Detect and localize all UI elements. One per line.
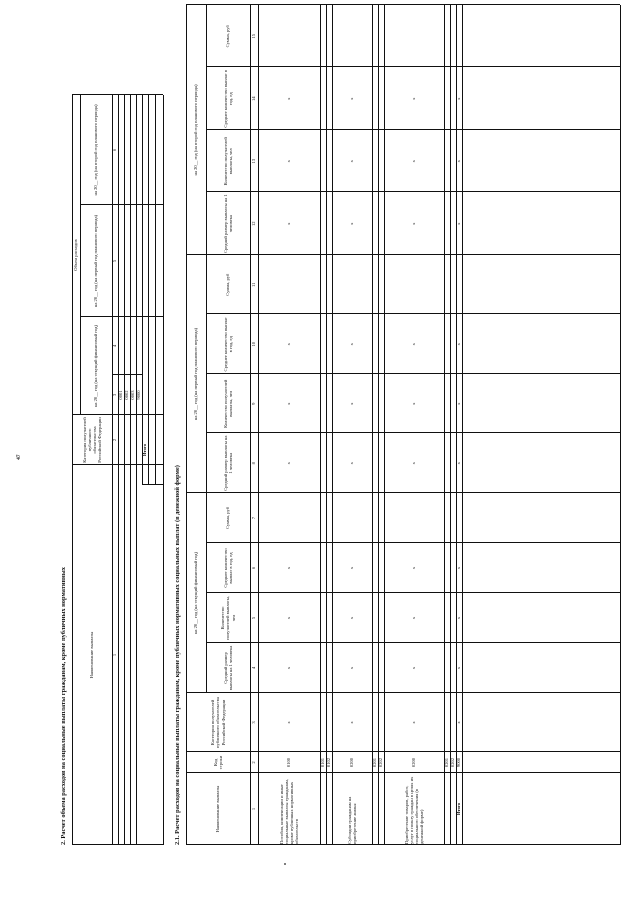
- total-label: Итого: [142, 443, 148, 457]
- row-code: 0001: [118, 390, 124, 400]
- row-code: 0102: [326, 757, 332, 768]
- x-mark: x: [286, 160, 292, 163]
- x-mark: x: [456, 462, 462, 465]
- table-rule: [444, 5, 445, 845]
- header-year-1: на 20__ год (на текущий финансовый год): [93, 324, 99, 408]
- table-rule: [620, 5, 621, 845]
- x-mark: x: [349, 462, 355, 465]
- x-mark: x: [411, 721, 417, 724]
- x-mark: x: [349, 666, 355, 670]
- table-rule: [148, 95, 149, 485]
- column-number: 6: [251, 566, 257, 570]
- x-mark: x: [286, 402, 292, 405]
- x-mark: x: [411, 666, 417, 670]
- row-code: 9000: [136, 390, 142, 400]
- column-number: 15: [251, 33, 257, 39]
- header-code: Код строки: [212, 755, 223, 770]
- row-code: 9000: [456, 757, 462, 768]
- header-avg-size: Средний размер выплаты на 1 человека: [222, 645, 233, 691]
- header-volume: Объем расходов: [73, 239, 79, 271]
- header-avg-count: Среднее количество выплат в год, ед: [222, 548, 233, 588]
- x-mark: x: [286, 97, 292, 100]
- column-number: 2: [112, 438, 118, 442]
- header-name: Наименование выплаты: [215, 785, 221, 833]
- column-number: 1: [112, 653, 118, 657]
- table-rule: [326, 5, 327, 845]
- x-mark: x: [456, 160, 462, 163]
- x-mark: x: [349, 721, 355, 724]
- column-number: 5: [251, 616, 257, 620]
- column-number: 11: [251, 282, 257, 287]
- x-mark: x: [286, 616, 292, 620]
- column-number: 8: [251, 462, 257, 465]
- table-rule: [320, 5, 321, 845]
- x-mark: x: [411, 566, 417, 570]
- x-mark: x: [411, 343, 417, 346]
- x-mark: x: [411, 222, 417, 225]
- x-mark: x: [349, 402, 355, 405]
- column-number: 2: [251, 761, 257, 764]
- x-mark: x: [286, 721, 292, 724]
- table-rule: [462, 5, 463, 845]
- x-mark: x: [411, 402, 417, 405]
- header-year-3: на 20__ год (на второй год планового периода): [193, 84, 199, 176]
- table-rule: [130, 95, 131, 845]
- x-mark: x: [456, 566, 462, 570]
- header-recipients: Количество получателей выплаты, чел: [222, 137, 233, 186]
- column-number: 4: [112, 344, 118, 348]
- x-mark: x: [286, 222, 292, 225]
- x-mark: x: [456, 97, 462, 100]
- x-mark: x: [456, 721, 462, 724]
- row-code: 0201: [444, 757, 450, 768]
- header-sum: Сумма, руб: [225, 273, 231, 296]
- row-name: Пособия, компенсации и иные социальные выплаты гражданам, кроме публичных нормативных обязательств: [278, 779, 300, 844]
- header-recipients: Количество получателей выплаты, чел: [220, 596, 236, 640]
- row-code: 0101: [320, 757, 326, 768]
- x-mark: x: [411, 462, 417, 465]
- x-mark: x: [349, 222, 355, 225]
- table-rule: [136, 95, 137, 845]
- header-year-2: на 20__ год (на первый год планового периода): [93, 214, 99, 308]
- column-number: 7: [251, 516, 257, 520]
- x-mark: x: [456, 343, 462, 346]
- header-year-2: на 20__ год (на первый год планового периода): [193, 327, 199, 421]
- header-category: Категория получателей публичного обязательства Российской Федерации: [81, 417, 103, 463]
- x-mark: x: [349, 97, 355, 100]
- header-year-1: на 20__ год (на текущий финансовый год): [193, 551, 199, 635]
- x-mark: x: [349, 343, 355, 346]
- row-name: Приобретение товаров, работ, услуг в пользу граждан в целях их социального обеспечения (в денежной форме): [403, 776, 425, 844]
- x-mark: x: [456, 616, 462, 620]
- x-mark: x: [411, 97, 417, 100]
- column-number: 3: [112, 393, 118, 397]
- scan-dot: [284, 863, 286, 865]
- column-number: 3: [251, 721, 257, 724]
- row-code: 0002: [124, 390, 130, 400]
- x-mark: x: [456, 402, 462, 405]
- header-name: Наименование выплаты: [89, 631, 95, 679]
- table-rule: [372, 5, 373, 845]
- row-code: 0200: [411, 757, 417, 768]
- x-mark: x: [286, 462, 292, 465]
- row-name: Субсидии гражданам на приобретение жилья: [346, 796, 357, 844]
- x-mark: x: [411, 160, 417, 163]
- column-number: 6: [112, 148, 118, 152]
- row-code: 0201: [372, 757, 378, 768]
- x-mark: x: [456, 666, 462, 670]
- table-rule: [378, 5, 379, 845]
- header-avg-size: Средний размер выплаты на 1 человека: [222, 435, 233, 491]
- header-sum: Сумма, руб: [225, 506, 231, 530]
- x-mark: x: [456, 222, 462, 225]
- x-mark: x: [286, 343, 292, 346]
- column-number: 13: [251, 158, 257, 164]
- table-rule: [112, 374, 142, 375]
- header-avg-count: Среднее количество выплат в год, ед: [222, 69, 233, 128]
- table-rule: [118, 95, 119, 845]
- header-category: Категория получателей публичного обязательства Российской Федерации: [210, 697, 226, 748]
- column-number: 4: [251, 666, 257, 670]
- row-code: 0202: [378, 757, 384, 768]
- header-recipients: Количество получателей выплаты, чел: [222, 379, 233, 428]
- total-label: Итого: [456, 802, 462, 816]
- x-mark: x: [349, 566, 355, 570]
- row-code: 0202: [450, 757, 456, 768]
- page-number: 47: [16, 454, 22, 460]
- x-mark: x: [286, 566, 292, 570]
- column-number: 1: [251, 807, 257, 811]
- row-code: 0003: [130, 390, 136, 400]
- column-number: 14: [251, 96, 257, 102]
- table-rule: [124, 95, 125, 845]
- x-mark: x: [349, 160, 355, 163]
- table-rule: [163, 95, 164, 845]
- column-number: 9: [251, 402, 257, 405]
- table-rule: [450, 5, 451, 845]
- x-mark: x: [349, 616, 355, 620]
- row-code: 0200: [349, 757, 355, 768]
- x-mark: x: [411, 616, 417, 620]
- header-sum: Сумма, руб: [225, 25, 231, 48]
- header-year-3: на 20__ год (на второй год планового периода): [93, 104, 99, 196]
- column-number: 10: [251, 341, 257, 347]
- section-2-1-heading: 2.1. Расчет расходов на социальные выплаты гражданам, кроме публичных нормативных социальных выплат (в денежной форме): [174, 465, 181, 845]
- x-mark: x: [286, 666, 292, 670]
- row-code: 0100: [286, 757, 292, 768]
- header-avg-count: Среднее количество выплат в год, ед: [222, 317, 233, 372]
- column-number: 12: [251, 221, 257, 227]
- column-number: 5: [112, 259, 118, 263]
- section-2-heading: 2. Расчет объема расходов на социальные выплаты гражданам, кроме публичных нормативных: [60, 567, 67, 845]
- table-rule: [155, 95, 156, 485]
- header-avg-size: Средний размер выплаты на 1 человека: [222, 194, 233, 254]
